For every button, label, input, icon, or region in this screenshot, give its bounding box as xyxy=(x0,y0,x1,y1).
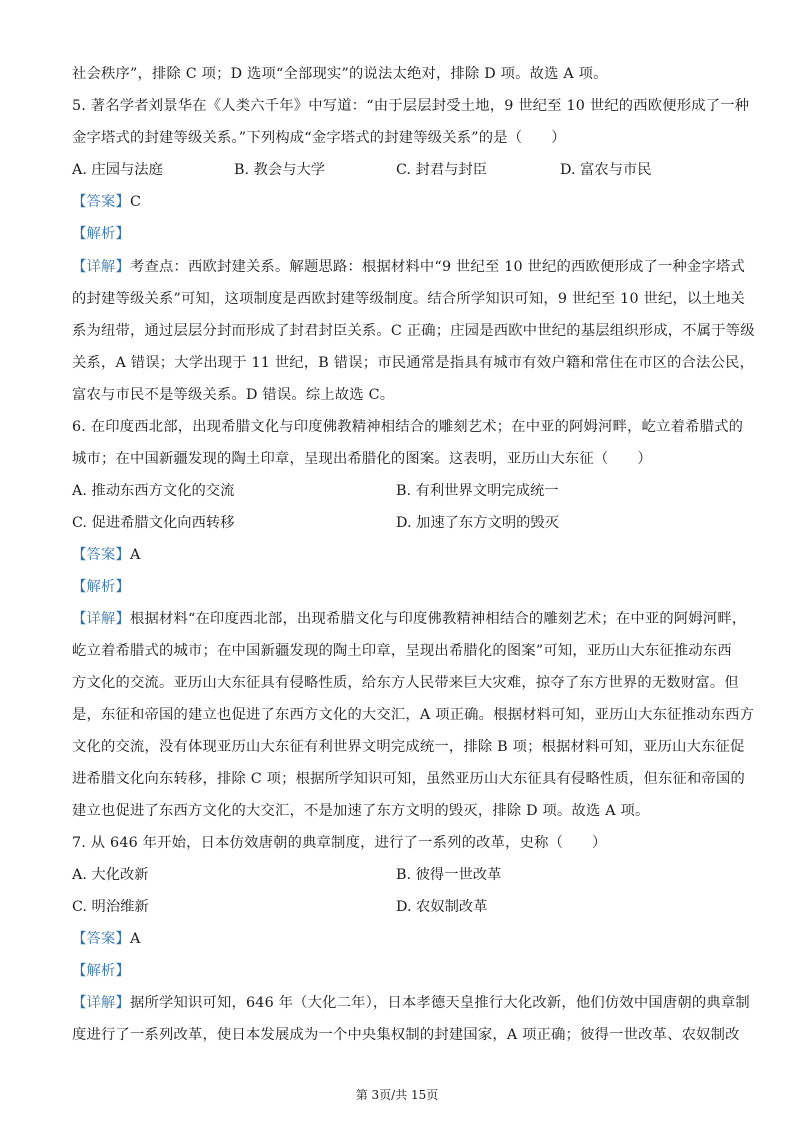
q6-option-d: D. 加速了东方文明的毁灭 xyxy=(396,515,560,531)
q6-option-a: A. 推动东西方文化的交流 xyxy=(72,483,235,499)
q7-stem-line-1: 7. 从 646 年开始，日本仿效唐朝的典章制度，进行了一系列的改革，史称（ ） xyxy=(72,835,607,851)
q7-option-a: A. 大化改新 xyxy=(72,867,149,883)
q5-stem-line-2: 金字塔式的封建等级关系。”下列构成“金字塔式的封建等级关系”的是（ ） xyxy=(72,130,566,146)
q5-detail-line-4: 关系，A 错误；大学出现于 11 世纪，B 错误；市民通常是指具有城市有效户籍和常住在市区的合法公民， xyxy=(72,355,755,371)
q5-option-c: C. 封君与封臣 xyxy=(396,162,488,178)
q7-analysis-label: 【解析】 xyxy=(72,963,130,979)
q5-analysis-label: 【解析】 xyxy=(72,226,130,242)
q5-answer xyxy=(72,192,727,212)
q6-stem-line-1: 6. 在印度西北部，出现希腊文化与印度佛教精神相结合的雕刻艺术；在中亚的阿姆河畔，屹立着希腊式的 xyxy=(72,419,744,435)
q7-answer-value: A xyxy=(130,931,141,947)
q6-option-b: B. 有利世界文明完成统一 xyxy=(396,483,559,499)
q6-detail-line-1: 【详解】根据材料“在印度西北部，出现希腊文化与印度佛教精神相结合的雕刻艺术；在中亚的阿姆河畔， xyxy=(72,611,747,627)
q7-option-d: D. 农奴制改革 xyxy=(396,899,488,915)
q6-option-c: C. 促进希腊文化向西转移 xyxy=(72,515,235,531)
q5-stem-line-1: 5. 著名学者刘景华在《人类六千年》中写道：“由于层层封受土地，9 世纪至 10 世纪的西欧便形成了一种 xyxy=(72,98,750,114)
prev-explanation-tail: 社会秩序”，排除 C 项；D 选项“全部现实”的说法太绝对，排除 D 项。故选 A 项。 xyxy=(72,66,608,82)
q6-stem-line-2: 城市；在中国新疆发现的陶土印章，呈现出希腊化的图案。这表明，亚历山大东征（ ） xyxy=(72,451,652,467)
page-number-footer: 第 3页/共 15页 xyxy=(355,1088,439,1102)
q6-detail-line-6: 进希腊文化向东转移，排除 C 项；根据所学知识可知，虽然亚历山大东征具有侵略性质，但东征和帝国的 xyxy=(72,771,745,787)
q6-analysis-label: 【解析】 xyxy=(72,579,130,595)
q5-detail-line-2: 的封建等级关系”可知，这项制度是西欧封建等级制度。结合所学知识可知，9 世纪至 10 世纪，以土地关 xyxy=(72,291,745,307)
q6-detail-line-5: 文化的交流，没有体现亚历山大东征有利世界文明完成统一，排除 B 项；根据材料可知，亚历山大东征促 xyxy=(72,739,745,755)
q7-option-b: B. 彼得一世改革 xyxy=(396,867,502,883)
q6-detail-line-4: 是，东征和帝国的建立也促进了东西方文化的大交汇，A 项正确。根据材料可知，亚历山大东征推动东西方 xyxy=(72,707,755,723)
q7-detail-line-2: 度进行了一系列改革，使日本发展成为一个中央集权制的封建国家，A 项正确；彼得一世改革、农奴制改 xyxy=(72,1027,740,1043)
q7-option-c: C. 明治维新 xyxy=(72,899,149,915)
q6-answer-value: A xyxy=(130,547,141,563)
q5-answer-value: C xyxy=(130,194,142,210)
q5-option-b: B. 教会与大学 xyxy=(234,162,326,178)
answer-label: 【答案】 xyxy=(72,194,130,210)
q6-answer: 【答案】A xyxy=(72,547,141,563)
q5-option-a: A. 庄园与法庭 xyxy=(72,162,163,178)
q6-detail-line-7: 建立也促进了东西方文化的大交汇，不是加速了东方文明的毁灭，排除 D 项。故选 A 项。 xyxy=(72,803,650,819)
q5-detail-line-5: 富农与市民不是等级关系。D 错误。综上故选 C。 xyxy=(72,387,395,403)
q5-detail-line-1: 【详解】考查点：西欧封建关系。解题思路：根据材料中“9 世纪至 10 世纪的西欧便形成了一种金字塔式 xyxy=(72,259,746,275)
detail-label: 【详解】 xyxy=(72,259,130,275)
q7-detail-line-1: 【详解】据所学知识可知，646 年（大化二年），日本孝德天皇推行大化改新，他们仿效中国唐朝的典章制 xyxy=(72,995,750,1011)
q6-detail-line-3: 方文化的交流。亚历山大东征具有侵略性质，给东方人民带来巨大灾难，掠夺了东方世界的无数财富。但 xyxy=(72,675,739,691)
q5-option-d: D. 富农与市民 xyxy=(560,162,652,178)
q5-detail-line-3: 系为纽带，通过层层分封而形成了封君封臣关系。C 正确；庄园是西欧中世纪的基层组织形成，不属于等级 xyxy=(72,323,755,339)
q7-answer: 【答案】A xyxy=(72,931,141,947)
q6-detail-line-2: 屹立着希腊式的城市；在中国新疆发现的陶土印章，呈现出希腊化的图案”可知，亚历山大东征推动东西 xyxy=(72,643,732,659)
